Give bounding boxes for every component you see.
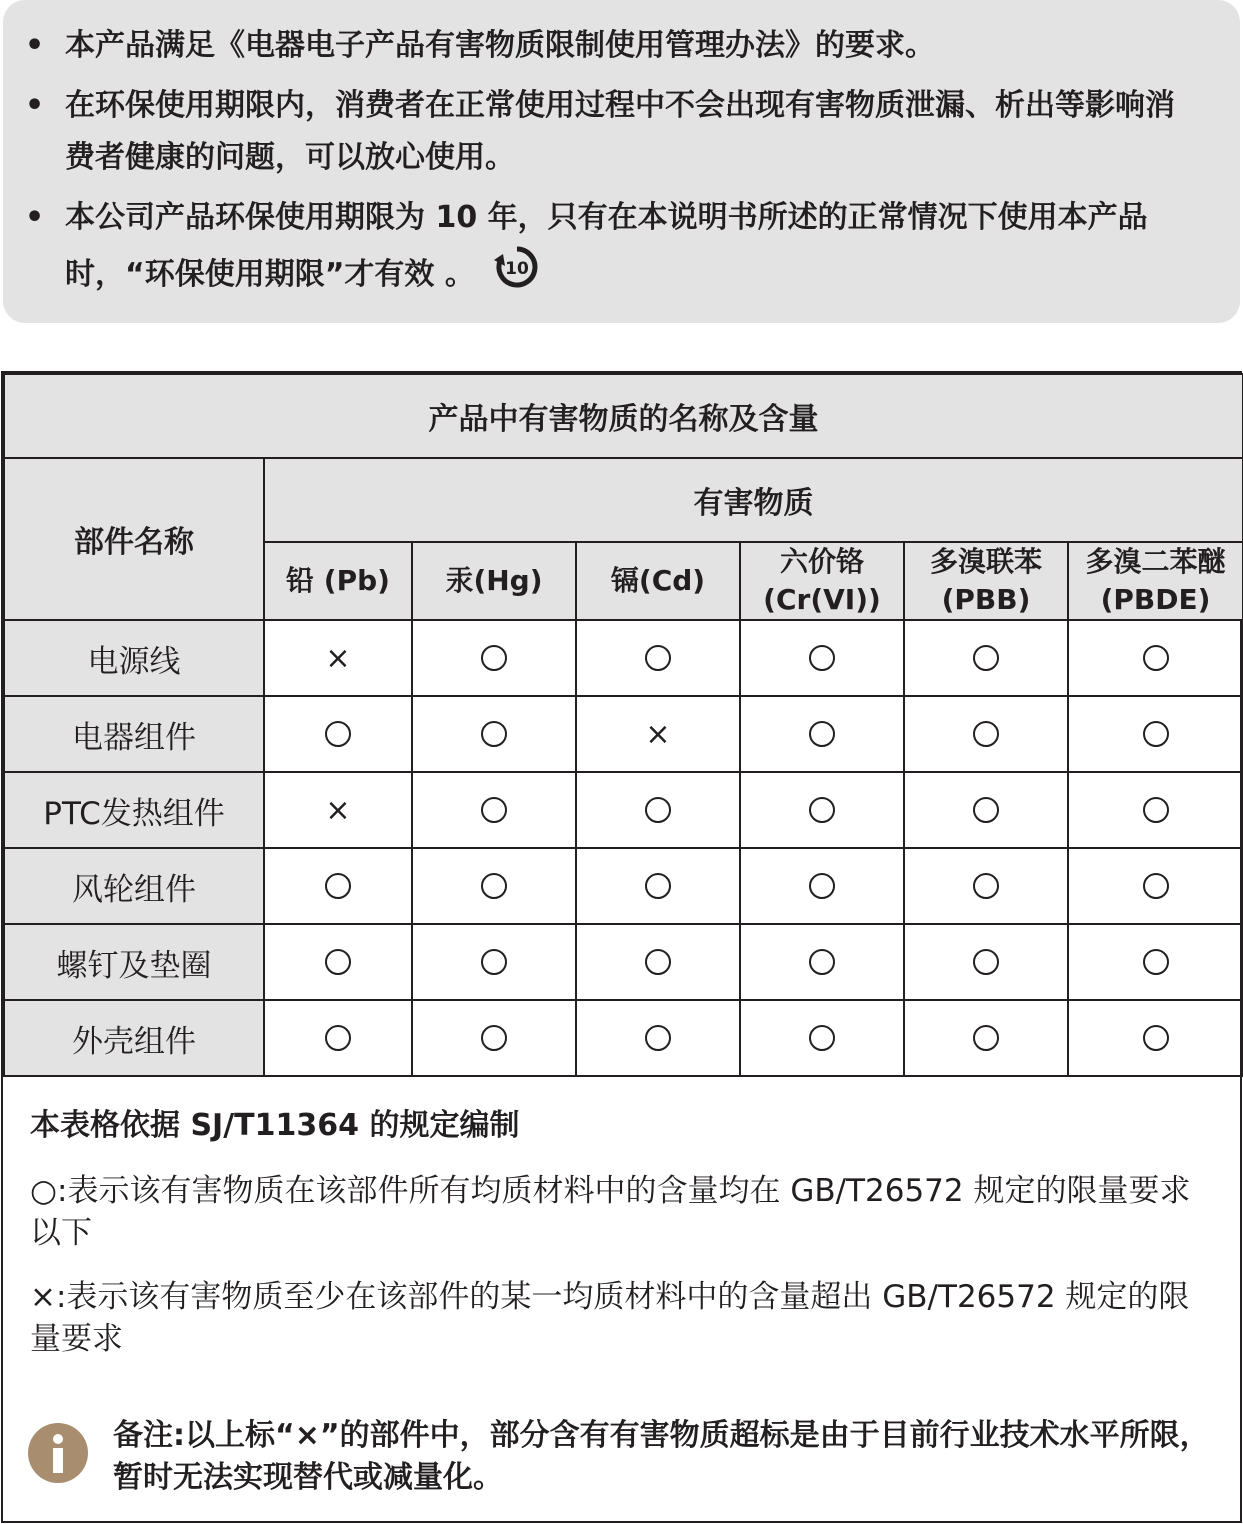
substance-mark-cell xyxy=(1068,924,1243,1000)
info-bullet xyxy=(25,192,1200,307)
rohs-info-box xyxy=(3,0,1240,323)
exceeds-cross-mark: × xyxy=(325,792,351,828)
info-bullet-text: 本公司产品环保使用期限为 10 年，只有在本说明书所述的正常情况下使用本产品时，“环保使用期限”才有效 。 xyxy=(65,200,1148,292)
substance-column-header xyxy=(412,542,576,620)
substance-mark-cell xyxy=(576,772,740,848)
compliant-circle-icon xyxy=(325,1025,351,1051)
substance-mark-cell xyxy=(412,696,576,772)
substance-mark-cell xyxy=(412,848,576,924)
part-name-cell: 电器组件 xyxy=(4,696,264,772)
compliant-circle-icon xyxy=(973,873,999,899)
substance-mark-cell xyxy=(740,696,904,772)
bullet-dot: • xyxy=(25,28,45,63)
substance-table-grid xyxy=(3,373,1243,1077)
info-bullet-text: 在环保使用期限内，消费者在正常使用过程中不会出现有害物质泄漏、析出等影响消费者健康的问题，可以放心使用。 xyxy=(65,88,1175,175)
part-name-cell: 外壳组件 xyxy=(4,1000,264,1076)
substance-mark-cell xyxy=(576,1000,740,1076)
table-row xyxy=(4,848,1243,924)
substance-column-header xyxy=(904,542,1068,620)
substance-mark-cell xyxy=(576,620,740,696)
substance-mark-cell xyxy=(904,1000,1068,1076)
part-name-header: 部件名称 xyxy=(4,458,264,620)
info-icon xyxy=(28,1423,88,1483)
part-name-cell: 风轮组件 xyxy=(4,848,264,924)
substance-mark-cell xyxy=(1068,696,1243,772)
compliant-circle-icon xyxy=(481,645,507,671)
circle-legend-note: ○:表示该有害物质在该部件所有均质材料中的含量均在 GB/T26572 规定的限量要求以下 xyxy=(30,1173,1191,1251)
compliant-circle-icon xyxy=(809,797,835,823)
substance-name: 铅 (Pb) xyxy=(286,564,390,597)
table-basis-note: 本表格依据 SJ/T11364 的规定编制 xyxy=(30,1108,520,1143)
substance-column-header xyxy=(264,542,412,620)
substance-symbol: (PBB) xyxy=(941,583,1031,616)
part-name-cell: 螺钉及垫圈 xyxy=(4,924,264,1000)
table-row xyxy=(4,924,1243,1000)
compliant-circle-icon xyxy=(809,645,835,671)
compliant-circle-icon xyxy=(1143,645,1169,671)
compliant-circle-icon xyxy=(1143,1025,1169,1051)
part-name-cell: PTC发热组件 xyxy=(4,772,264,848)
table-title: 产品中有害物质的名称及含量 xyxy=(4,374,1243,458)
substance-mark-cell xyxy=(264,620,412,696)
substance-mark-cell xyxy=(264,924,412,1000)
compliant-circle-icon xyxy=(645,1025,671,1051)
substance-mark-cell xyxy=(264,696,412,772)
substance-mark-cell xyxy=(1068,1000,1243,1076)
compliant-circle-icon xyxy=(481,797,507,823)
compliant-circle-icon xyxy=(809,949,835,975)
substance-mark-cell xyxy=(904,620,1068,696)
substance-mark-cell xyxy=(264,772,412,848)
substance-mark-cell xyxy=(904,924,1068,1000)
compliant-circle-icon xyxy=(809,873,835,899)
compliant-circle-icon xyxy=(481,1025,507,1051)
substance-mark-cell xyxy=(576,696,740,772)
substance-mark-cell xyxy=(740,924,904,1000)
compliant-circle-icon xyxy=(809,721,835,747)
compliant-circle-icon xyxy=(809,1025,835,1051)
info-bullet xyxy=(25,20,1200,72)
substance-column-header xyxy=(740,542,904,620)
substance-mark-cell xyxy=(412,924,576,1000)
substance-mark-cell xyxy=(412,620,576,696)
table-row xyxy=(4,1000,1243,1076)
info-bullet-text: 本产品满足《电器电子产品有害物质限制使用管理办法》的要求。 xyxy=(65,28,935,63)
substance-name: 镉(Cd) xyxy=(610,564,706,597)
exceeds-cross-mark: × xyxy=(325,640,351,676)
exceeds-cross-mark: × xyxy=(645,716,671,752)
compliant-circle-icon xyxy=(481,721,507,747)
substance-mark-cell xyxy=(1068,772,1243,848)
compliant-circle-icon xyxy=(1143,721,1169,747)
table-row xyxy=(4,772,1243,848)
part-name-cell: 电源线 xyxy=(4,620,264,696)
compliant-circle-icon xyxy=(1143,873,1169,899)
compliant-circle-icon xyxy=(325,873,351,899)
compliant-circle-icon xyxy=(973,721,999,747)
compliant-circle-icon xyxy=(1143,949,1169,975)
eco-use-period-10-icon xyxy=(491,244,543,307)
compliant-circle-icon xyxy=(973,949,999,975)
substance-header: 有害物质 xyxy=(264,458,1243,542)
substance-column-header xyxy=(1068,542,1243,620)
substance-name: 多溴联苯 xyxy=(929,545,1042,578)
compliant-circle-icon xyxy=(973,797,999,823)
substance-mark-cell xyxy=(1068,620,1243,696)
compliant-circle-icon xyxy=(645,949,671,975)
compliant-circle-icon xyxy=(973,645,999,671)
substance-mark-cell xyxy=(576,924,740,1000)
eco-logo-number: 10 xyxy=(505,259,530,279)
bullet-dot: • xyxy=(25,200,45,235)
compliant-circle-icon xyxy=(325,949,351,975)
compliant-circle-icon xyxy=(973,1025,999,1051)
substance-mark-cell xyxy=(740,1000,904,1076)
substance-mark-cell xyxy=(412,772,576,848)
substance-mark-cell xyxy=(740,620,904,696)
table-notes xyxy=(30,1100,1220,1382)
substance-mark-cell xyxy=(740,772,904,848)
cross-legend-note: ×:表示该有害物质至少在该部件的某一均质材料中的含量超出 GB/T26572 规定的限量要求 xyxy=(30,1279,1190,1357)
substance-mark-cell xyxy=(412,1000,576,1076)
compliant-circle-icon xyxy=(645,645,671,671)
compliant-circle-icon xyxy=(325,721,351,747)
compliant-circle-icon xyxy=(1143,797,1169,823)
substance-column-header xyxy=(576,542,740,620)
remark-text: 备注:以上标“×”的部件中，部分含有有害物质超标是由于目前行业技术水平所限，暂时无法实现替代或减量化。 xyxy=(113,1418,1210,1495)
substance-mark-cell xyxy=(904,696,1068,772)
substance-mark-cell xyxy=(1068,848,1243,924)
substance-mark-cell xyxy=(904,848,1068,924)
substance-mark-cell xyxy=(904,772,1068,848)
substance-mark-cell xyxy=(576,848,740,924)
table-row xyxy=(4,696,1243,772)
compliant-circle-icon xyxy=(481,873,507,899)
substance-name: 多溴二苯醚 xyxy=(1085,545,1226,578)
substance-mark-cell xyxy=(264,848,412,924)
compliant-circle-icon xyxy=(645,873,671,899)
remark-block xyxy=(28,1415,1218,1499)
table-row xyxy=(4,620,1243,696)
compliant-circle-icon xyxy=(481,949,507,975)
substance-name: 汞(Hg) xyxy=(445,564,543,597)
bullet-dot: • xyxy=(25,88,45,123)
substance-mark-cell xyxy=(740,848,904,924)
substance-symbol: (Cr(VI)) xyxy=(763,583,881,616)
compliant-circle-icon xyxy=(645,797,671,823)
info-bullet xyxy=(25,80,1200,184)
substance-symbol: (PBDE) xyxy=(1100,583,1211,616)
substance-mark-cell xyxy=(264,1000,412,1076)
substance-name: 六价铬 xyxy=(779,545,864,578)
